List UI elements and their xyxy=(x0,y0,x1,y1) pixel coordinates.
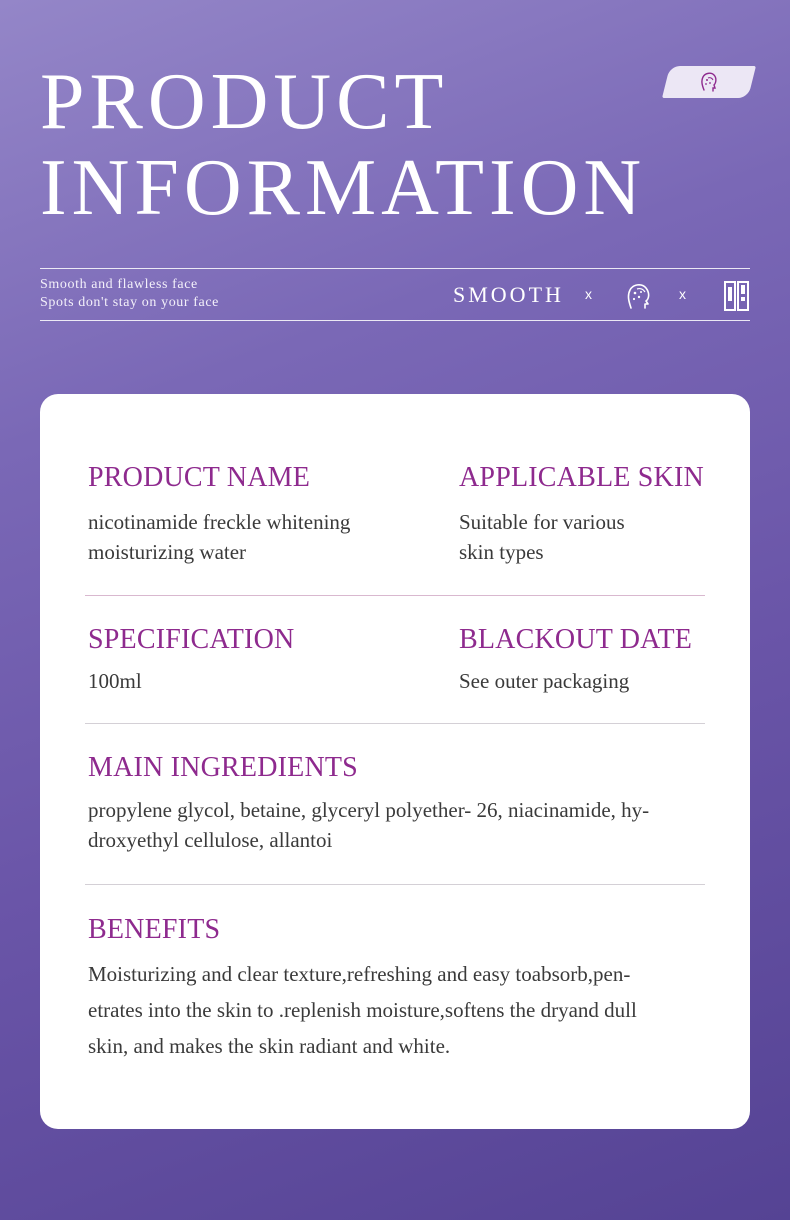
tagline-line-2: Spots don't stay on your face xyxy=(40,295,219,310)
applicable-skin-label: APPLICABLE SKIN xyxy=(459,462,704,493)
applicable-skin-value-line-1: Suitable for various xyxy=(459,510,625,534)
section-divider xyxy=(85,595,705,596)
applicable-skin-value xyxy=(459,507,625,567)
face-badge xyxy=(662,66,756,98)
benefits-value-line-3: skin, and makes the skin radiant and white. xyxy=(88,1034,451,1058)
header-divider-top xyxy=(40,268,750,269)
blackout-date-label: BLACKOUT DATE xyxy=(459,624,693,655)
specification-value: 100ml xyxy=(88,669,142,693)
applicable-skin-value-line-2: skin types xyxy=(459,540,544,564)
benefits-value-line-1: Moisturizing and clear texture,refreshing and easy toabsorb,pen- xyxy=(88,962,631,986)
benefits-label: BENEFITS xyxy=(88,914,221,945)
main-ingredients-value-line-2: droxyethyl cellulose, allantoi xyxy=(88,828,333,852)
product-tubes-icon xyxy=(724,280,750,312)
section-divider xyxy=(85,723,705,724)
times-symbol: x xyxy=(679,286,686,302)
specification-label: SPECIFICATION xyxy=(88,624,295,655)
main-ingredients-value xyxy=(88,795,708,855)
info-card xyxy=(40,394,750,1129)
section-divider xyxy=(85,884,705,885)
times-symbol: x xyxy=(585,286,592,302)
benefits-value-line-2: etrates into the skin to .replenish moisture,softens the dryand dull xyxy=(88,998,637,1022)
smooth-label: SMOOTH xyxy=(453,282,564,307)
benefits-value xyxy=(88,956,708,1064)
main-ingredients-label: MAIN INGREDIENTS xyxy=(88,752,358,783)
product-name-value-line-2: moisturizing water xyxy=(88,540,247,564)
header-divider-bottom xyxy=(40,320,750,321)
product-name-value-line-1: nicotinamide freckle whitening xyxy=(88,510,351,534)
product-name-label: PRODUCT NAME xyxy=(88,462,311,493)
face-spots-icon xyxy=(624,281,654,311)
page-title-line-1: PRODUCT xyxy=(40,58,449,146)
page-title-line-2: INFORMATION xyxy=(40,144,647,232)
tagline-line-1: Smooth and flawless face xyxy=(40,277,198,292)
face-icon xyxy=(698,70,720,94)
product-name-value xyxy=(88,507,350,567)
blackout-date-value: See outer packaging xyxy=(459,669,630,693)
main-ingredients-value-line-1: propylene glycol, betaine, glyceryl polyether- 26, niacinamide, hy- xyxy=(88,798,650,822)
